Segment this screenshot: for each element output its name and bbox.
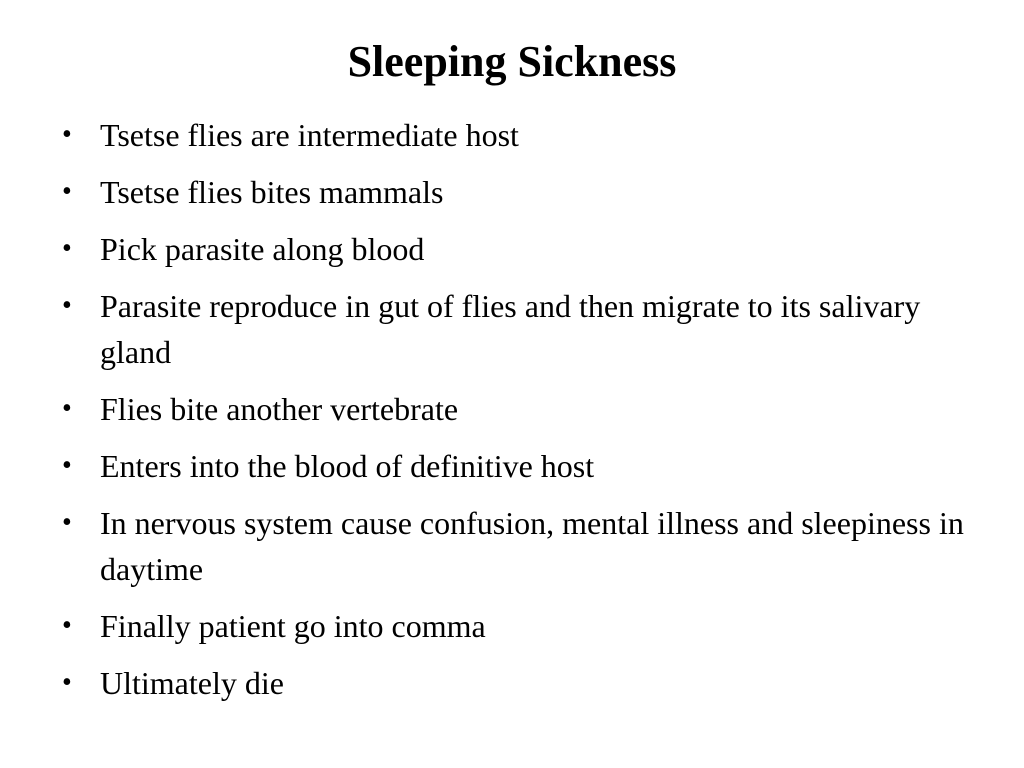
bullet-item-4 bbox=[62, 283, 982, 375]
bullet-item-3 bbox=[62, 226, 982, 272]
bullet-dot-icon: • bbox=[62, 610, 72, 641]
bullet-text: Enters into the blood of definitive host bbox=[100, 448, 595, 484]
bullet-text: In nervous system cause confusion, mental illness and sleepiness in daytime bbox=[100, 505, 964, 587]
bullet-text: Tsetse flies are intermediate host bbox=[100, 117, 519, 153]
bullet-item-1 bbox=[62, 112, 982, 158]
bullet-item-2 bbox=[62, 169, 982, 215]
bullet-text: Finally patient go into comma bbox=[100, 608, 486, 644]
bullet-dot-icon: • bbox=[62, 233, 72, 264]
slide-title: Sleeping Sickness bbox=[347, 37, 677, 86]
bullet-item-9 bbox=[62, 660, 982, 706]
bullet-text: Tsetse flies bites mammals bbox=[100, 174, 444, 210]
bullet-item-6 bbox=[62, 443, 982, 489]
bullet-item-7 bbox=[62, 500, 982, 592]
bullet-text: Parasite reproduce in gut of flies and then migrate to its salivary gland bbox=[100, 288, 921, 370]
bullet-text: Ultimately die bbox=[100, 665, 284, 701]
bullet-dot-icon: • bbox=[62, 667, 72, 698]
bullet-dot-icon: • bbox=[62, 290, 72, 321]
bullet-dot-icon: • bbox=[62, 450, 72, 481]
bullet-dot-icon: • bbox=[62, 119, 72, 150]
bullet-list bbox=[62, 112, 982, 717]
bullet-dot-icon: • bbox=[62, 507, 72, 538]
bullet-text: Pick parasite along blood bbox=[100, 231, 425, 267]
bullet-text: Flies bite another vertebrate bbox=[100, 391, 459, 427]
bullet-item-5 bbox=[62, 386, 982, 432]
bullet-item-8 bbox=[62, 603, 982, 649]
bullet-dot-icon: • bbox=[62, 176, 72, 207]
bullet-dot-icon: • bbox=[62, 393, 72, 424]
